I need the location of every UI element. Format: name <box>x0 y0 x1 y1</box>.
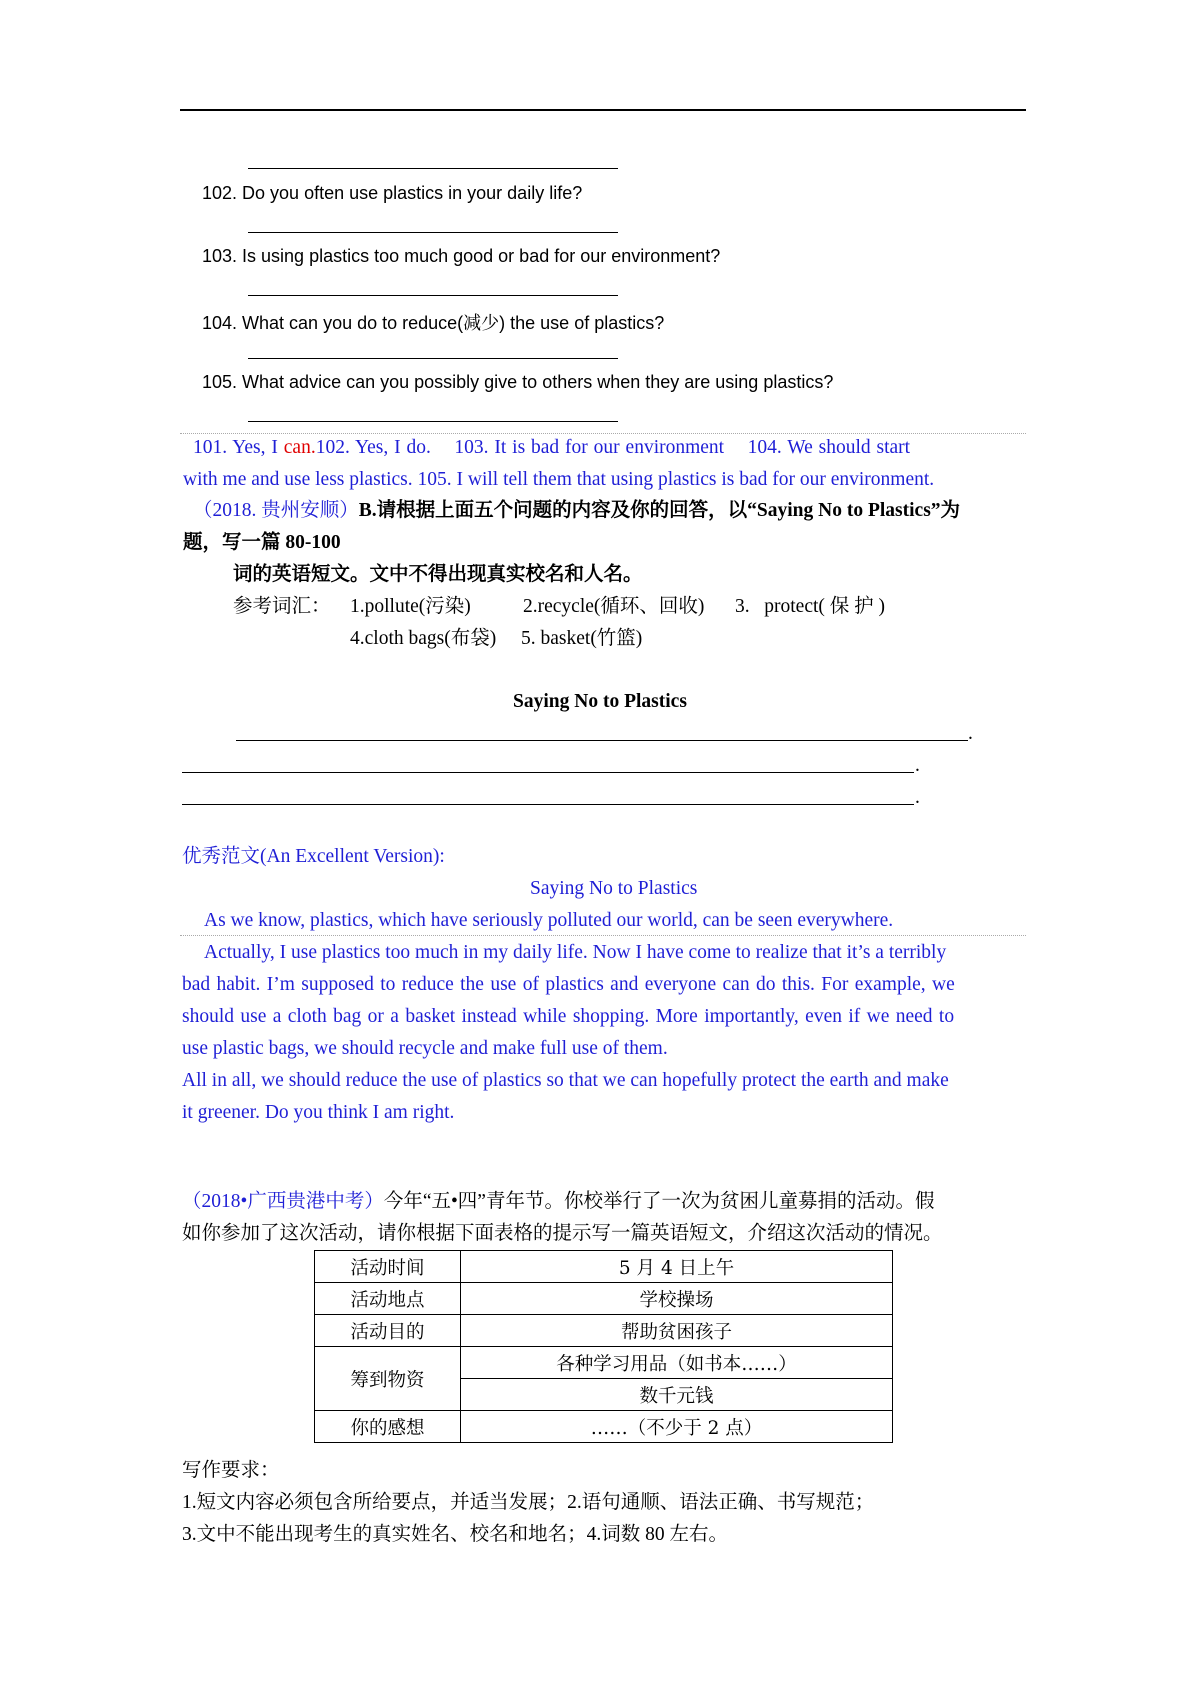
vocab-2: 2.recycle(循环、回收) <box>523 596 705 617</box>
answer-101-highlight: can. <box>283 437 316 458</box>
question-104: 104. What can you do to reduce(减少) the use of plastics? <box>202 313 665 333</box>
answers-102-104: 102. Yes, I do. 103. It is bad for our environment 104. We should start <box>315 437 911 458</box>
task-b-line-3: 词的英语短文。文中不得出现真实校名和人名。 <box>233 564 643 585</box>
activity-info-table <box>314 1250 893 1443</box>
requirements-label: 写作要求： <box>182 1460 280 1481</box>
essay-paragraph-2-line-4: use plastic bags, we should recycle and make full use of them. <box>182 1038 668 1059</box>
answers-line-2: with me and use less plastics. 105. I will tell them that using plastics is bad for our environment. <box>183 469 935 490</box>
question-102: 102. Do you often use plastics in your daily life? <box>202 183 583 203</box>
writing-line <box>182 804 914 805</box>
answer-line <box>248 358 618 359</box>
writing-line <box>182 772 914 773</box>
table-value: 学校操场 <box>461 1283 893 1315</box>
table-value: 帮助贫困孩子 <box>461 1315 893 1347</box>
task-c-prompt: 今年“五•四”青年节。你校举行了一次为贫困儿童募捐的活动。假 <box>383 1191 935 1212</box>
task-c-line-1 <box>182 1186 934 1218</box>
table-value: 5 月 4 日上午 <box>461 1251 893 1283</box>
table-value: 各种学习用品（如书本……） <box>461 1347 893 1379</box>
answer-line <box>248 295 618 296</box>
table-key: 活动时间 <box>315 1251 461 1283</box>
table-key: 筹到物资 <box>315 1347 461 1411</box>
requirement-2: 3.文中不能出现考生的真实姓名、校名和地名；4.词数 80 左右。 <box>182 1524 729 1545</box>
essay-heading: 优秀范文(An Excellent Version): <box>182 846 445 867</box>
essay-title: Saying No to Plastics <box>530 878 698 899</box>
table-row <box>315 1347 893 1379</box>
writing-line-period: . <box>915 787 920 808</box>
question-105: 105. What advice can you possibly give to others when they are using plastics? <box>202 372 834 392</box>
question-103: 103. Is using plastics too much good or bad for our environment? <box>202 246 721 266</box>
task-c-line-2: 如你参加了这次活动，请你根据下面表格的提示写一篇英语短文，介绍这次活动的情况。 <box>182 1223 943 1244</box>
essay-paragraph-1: As we know, plastics, which have seriously polluted our world, can be seen everywhere. <box>204 910 894 931</box>
vocab-4: 4.cloth bags(布袋) <box>350 628 497 649</box>
vocab-3: 3. protect( 保 护 ) <box>735 596 886 617</box>
vocab-label: 参考词汇： <box>233 596 331 617</box>
table-key: 活动地点 <box>315 1283 461 1315</box>
writing-line <box>236 740 968 741</box>
essay-paragraph-3-line-1: All in all, we should reduce the use of plastics so that we can hopefully protect the earth and make <box>182 1070 949 1091</box>
table-row <box>315 1411 893 1443</box>
task-b-prompt: B.请根据上面五个问题的内容及你的回答，以“Saying No to Plastics”为 <box>358 500 961 521</box>
table-row <box>315 1283 893 1315</box>
vocab-1: 1.pollute(污染) <box>350 596 471 617</box>
requirement-1: 1.短文内容必须包含所给要点，并适当发展；2.语句通顺、语法正确、书写规范； <box>182 1492 875 1513</box>
answer-line <box>248 421 618 422</box>
table-row <box>315 1315 893 1347</box>
answers-line-1 <box>193 432 910 464</box>
task-b-line-1 <box>193 495 960 527</box>
writing-line-period: . <box>968 723 973 744</box>
writing-line-period: . <box>915 755 920 776</box>
table-key: 你的感想 <box>315 1411 461 1443</box>
table-row <box>315 1251 893 1283</box>
essay-paragraph-2-line-2: bad habit. I’m supposed to reduce the use of plastics and everyone can do this. For example, we <box>182 974 955 995</box>
answer-101: 101. Yes, I <box>193 437 284 458</box>
task-c-source: （2018•广西贵港中考） <box>182 1191 384 1212</box>
vocab-5: 5. basket(竹篮) <box>521 628 643 649</box>
table-value: ……（不少于 2 点） <box>461 1411 893 1443</box>
task-b-source: （2018. 贵州安顺） <box>193 500 359 521</box>
writing-title: Saying No to Plastics <box>513 691 687 712</box>
dotted-divider <box>180 935 1026 936</box>
header-rule <box>180 109 1026 111</box>
answer-line <box>248 232 618 233</box>
table-key: 活动目的 <box>315 1315 461 1347</box>
essay-paragraph-2-line-1: Actually, I use plastics too much in my daily life. Now I have come to realize that it’s a terribly <box>204 942 947 963</box>
task-b-line-2: 题，写一篇 80-100 <box>183 532 341 553</box>
table-value: 数千元钱 <box>461 1379 893 1411</box>
essay-paragraph-3-line-2: it greener. Do you think I am right. <box>182 1102 455 1123</box>
essay-paragraph-2-line-3: should use a cloth bag or a basket instead while shopping. More importantly, even if we need to <box>182 1006 955 1027</box>
answer-line <box>248 168 618 169</box>
